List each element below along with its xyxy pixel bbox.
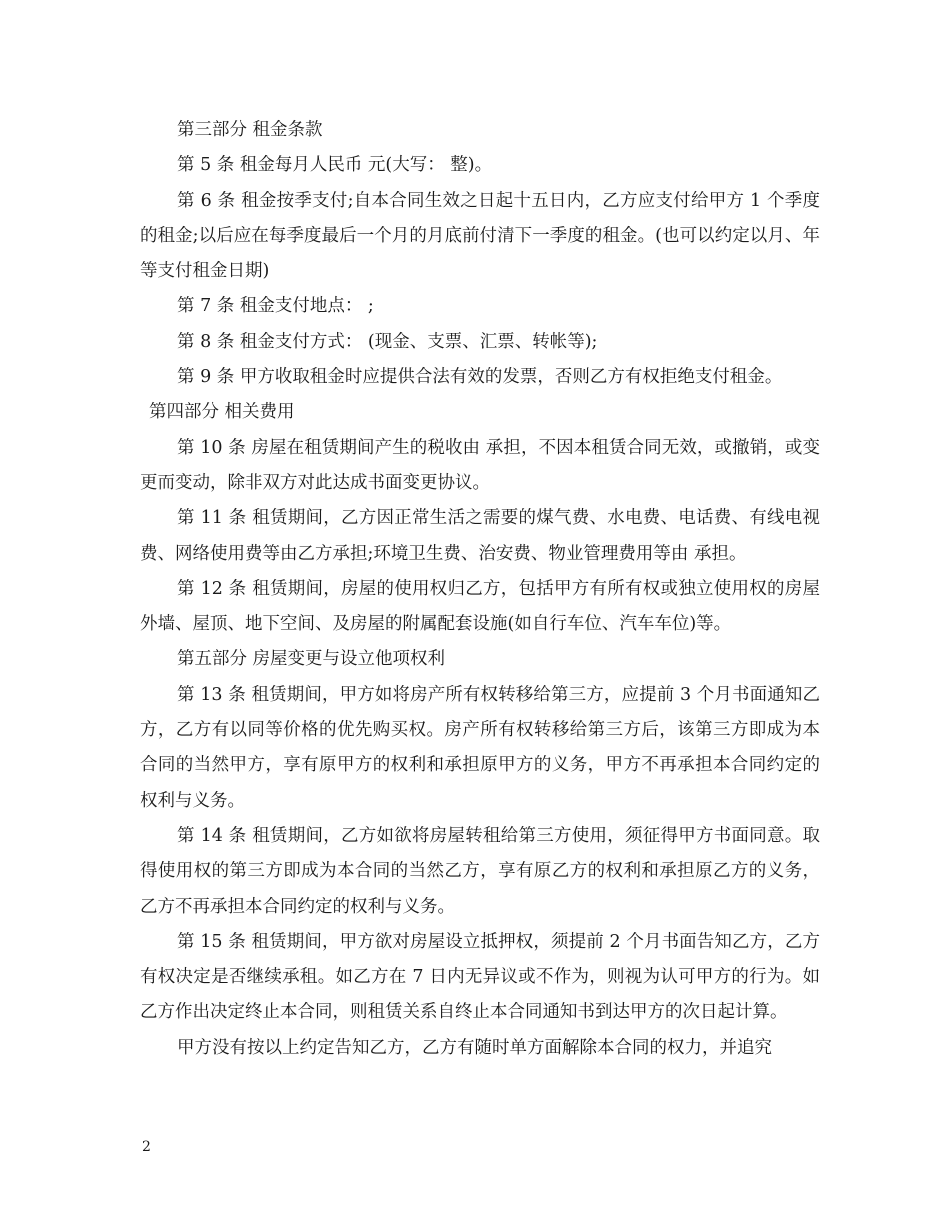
clause-9: 第 9 条 甲方收取租金时应提供合法有效的发票，否则乙方有权拒绝支付租金。 xyxy=(177,367,783,388)
clause-11: 第 11 条 租赁期间，乙方因正常生活之需要的煤气费、水电费、电话费、有线电视费、网络使用费等由乙方承担;环境卫生费、治安费、物业管理费用等由 承担。 xyxy=(140,508,820,564)
clause-12: 第 12 条 租赁期间，房屋的使用权归乙方，包括甲方有所有权或独立使用权的房屋外墙、屋顶、地下空间、及房屋的附属配套设施(如自行车位、汽车车位)等。 xyxy=(140,578,820,635)
clause-13: 第 13 条 租赁期间，甲方如将房产所有权转移给第三方，应提前 3 个月书面通知乙方，乙方有以同等价格的优先购买权。房产所有权转移给第三方后，该第三方即成为本合同的当然甲方，享有原甲方的权利和承担原甲方的义务，甲方不再承担本合同约定的权利与义务。 xyxy=(140,684,820,811)
clause-7: 第 7 条 租金支付地点： ; xyxy=(177,296,374,317)
clause-6: 第 6 条 租金按季支付;自本合同生效之日起十五日内，乙方应支付给甲方 1 个季度的租金;以后应在每季度最后一个月的月底前付清下一季度的租金。(也可以约定以月、年等支付租金日期) xyxy=(140,190,820,282)
section-heading-part-4: 第四部分 相关费用 xyxy=(149,402,295,423)
clause-15-continuation: 甲方没有按以上约定告知乙方，乙方有随时单方面解除本合同的权力，并追究 xyxy=(177,1037,772,1058)
section-heading-part-3: 第三部分 租金条款 xyxy=(177,120,323,140)
clause-5: 第 5 条 租金每月人民币 元(大写： 整)。 xyxy=(177,155,493,176)
section-heading-part-5: 第五部分 房屋变更与设立他项权利 xyxy=(177,649,446,670)
clause-15: 第 15 条 租赁期间，甲方欲对房屋设立抵押权，须提前 2 个月书面告知乙方，乙方有权决定是否继续承租。如乙方在 7 日内无异议或不作为，则视为认可甲方的行为。如乙方作出决定终止本合同，则租赁关系自终止本合同通知书到达甲方的次日起计算。 xyxy=(140,931,820,1023)
clause-8: 第 8 条 租金支付方式： (现金、支票、汇票、转帐等); xyxy=(177,331,598,352)
page-number: 2 xyxy=(142,1139,151,1155)
clause-10: 第 10 条 房屋在租赁期间产生的税收由 承担，不因本租赁合同无效，或撤销，或变更而变动，除非双方对此达成书面变更协议。 xyxy=(140,437,820,493)
document-body xyxy=(140,113,820,1066)
clause-14: 第 14 条 租赁期间，乙方如欲将房屋转租给第三方使用，须征得甲方书面同意。取得使用权的第三方即成为本合同的当然乙方，享有原乙方的权利和承担原乙方的义务，乙方不再承担本合同约定的权利与义务。 xyxy=(140,825,820,917)
